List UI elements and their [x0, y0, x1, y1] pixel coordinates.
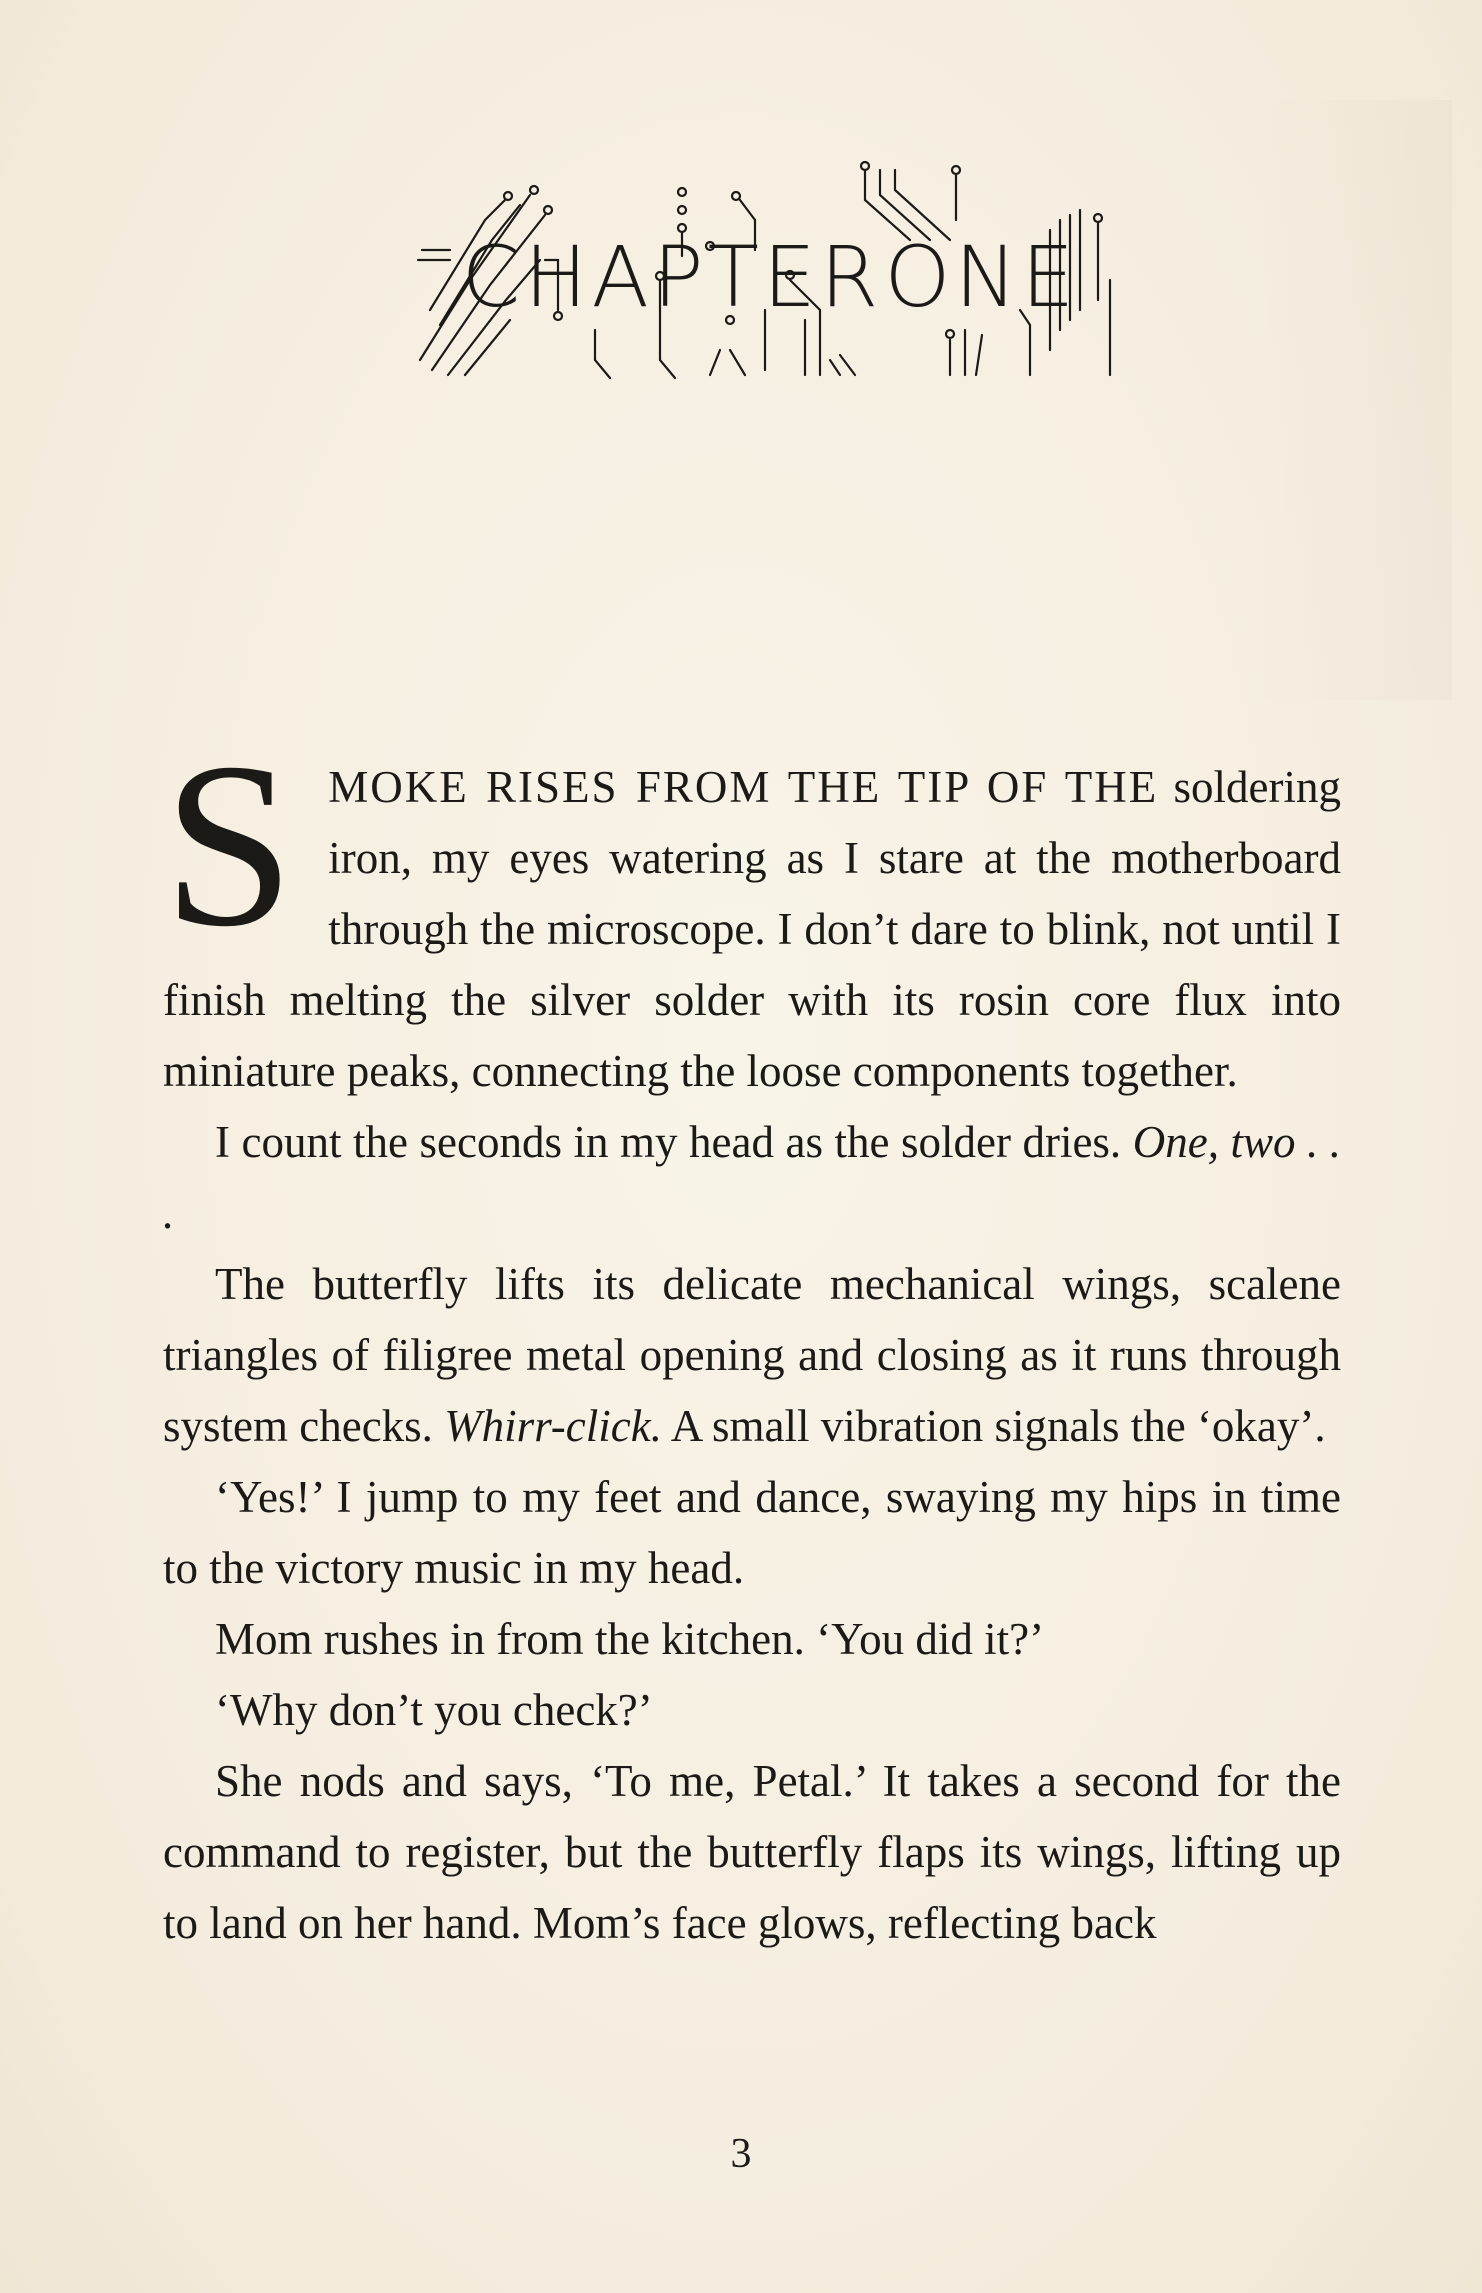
chapter-word: CHAPTER	[461, 228, 883, 326]
paragraph: She nods and says, ‘To me, Petal.’ It takes a second for the command to register, but the butterfly flaps its wings, lifting up to land on her hand. Mom’s face glows, reflecting back	[163, 1756, 1341, 1948]
paragraph	[163, 1249, 1341, 1462]
italic-text: One, two . . .	[163, 1117, 1342, 1238]
page-number: 3	[730, 2131, 752, 2177]
chapter-number: ONE	[884, 228, 1079, 326]
paragraph: ‘Why don’t you check?’	[215, 1685, 653, 1735]
opening-smallcaps: MOKE RISES FROM THE TIP OF THE	[328, 762, 1159, 812]
paragraph	[163, 1107, 1341, 1249]
paragraph-text: I count the seconds in my head as the solder dries.	[215, 1117, 1122, 1167]
drop-cap: S	[163, 715, 295, 976]
chapter-title	[410, 222, 1130, 332]
paragraph: Mom rushes in from the kitchen. ‘You did it?’	[215, 1614, 1045, 1664]
italic-text: Whirr-click.	[444, 1401, 662, 1451]
show-through-shadow	[1252, 100, 1452, 700]
paragraph-text: A small vibration signals the ‘okay’.	[670, 1401, 1326, 1451]
paragraph	[163, 715, 1342, 1107]
chapter-heading	[410, 160, 1130, 380]
body-text	[163, 715, 1342, 1959]
paragraph-text: The butterfly lifts its delicate mechanical wings, scalene triangles of filigree metal opening and closing as it runs through system checks.	[163, 1259, 1341, 1451]
paragraph-text: soldering iron, my eyes watering as I stare at the motherboard through the microscope. I don’t dare to blink, not until I finish melting the silver solder with its rosin core flux into miniature peaks, connecting the loose components together.	[163, 762, 1342, 1096]
paragraph: ‘Yes!’ I jump to my feet and dance, swaying my hips in time to the victory music in my head.	[163, 1472, 1341, 1593]
